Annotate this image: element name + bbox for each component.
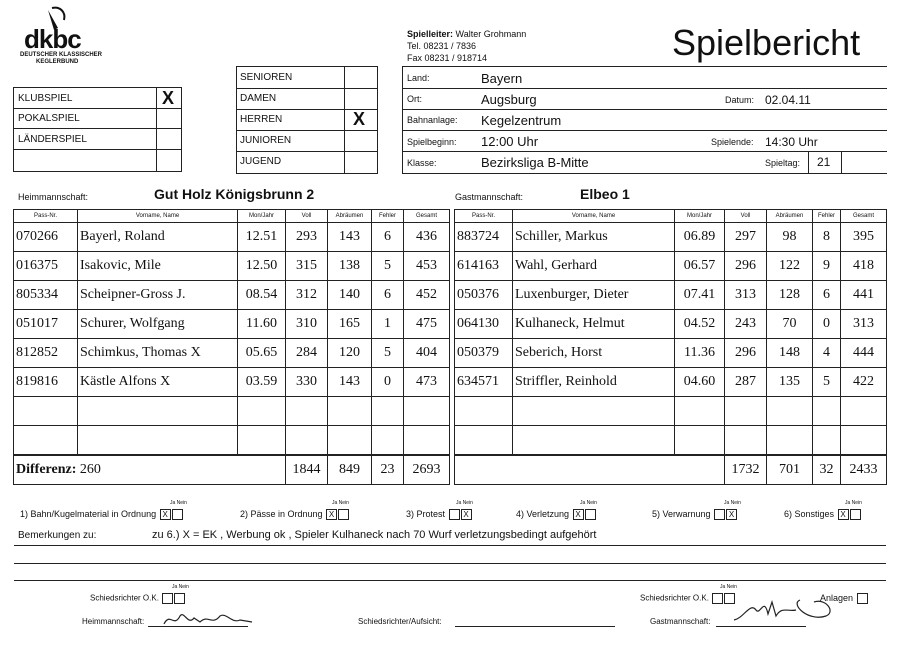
fehler: 9	[813, 252, 841, 281]
birth-date: 03.59	[238, 368, 286, 397]
schiri-ok-label: Schiedsrichter O.K.	[640, 593, 709, 603]
voll: 293	[286, 223, 328, 252]
col-header: Vorname, Name	[513, 210, 675, 223]
ort-label: Ort:	[407, 94, 422, 104]
voll: 296	[725, 252, 767, 281]
table-row	[14, 223, 450, 252]
check-ja-box[interactable]	[712, 593, 723, 604]
check-nein-box[interactable]: X	[726, 509, 737, 520]
ja-nein-label: Ja Nein	[724, 500, 741, 506]
remarks-line	[14, 580, 886, 581]
check-ja-box[interactable]: X	[838, 509, 849, 520]
home-header-row	[14, 210, 450, 223]
fehler: 1	[372, 310, 404, 339]
player-name: Wahl, Gerhard	[513, 252, 675, 281]
fehler: 8	[813, 223, 841, 252]
table-row	[455, 223, 887, 252]
pass-nr: 819816	[14, 368, 78, 397]
col-header: Pass-Nr.	[14, 210, 78, 223]
schiri-ok-label: Schiedsrichter O.K.	[90, 593, 159, 603]
land-value: Bayern	[481, 71, 523, 86]
spielende-value: 14:30 Uhr	[765, 135, 818, 149]
abraeumen: 143	[328, 368, 372, 397]
voll: 284	[286, 339, 328, 368]
voll: 296	[725, 339, 767, 368]
player-name: Kästle Alfons X	[78, 368, 238, 397]
match-type-box	[13, 87, 182, 172]
birth-date: 07.41	[675, 281, 725, 310]
check-nein-box[interactable]	[850, 509, 861, 520]
fehler: 6	[813, 281, 841, 310]
spieltag-value: 21	[817, 155, 831, 169]
player-name: Striffler, Reinhold	[513, 368, 675, 397]
table-row	[455, 339, 887, 368]
pass-nr: 812852	[14, 339, 78, 368]
table-row	[14, 339, 450, 368]
pass-nr: 050379	[455, 339, 513, 368]
voll: 315	[286, 252, 328, 281]
col-header: Vorname, Name	[78, 210, 238, 223]
check-nein-box[interactable]	[174, 593, 185, 604]
col-header: Fehler	[813, 210, 841, 223]
total-fehler: 23	[372, 455, 404, 485]
total-voll: 1844	[286, 455, 328, 485]
check-ja-box[interactable]: X	[573, 509, 584, 520]
signature-line	[455, 626, 615, 627]
player-name: Scheipner-Gross J.	[78, 281, 238, 310]
pass-nr: 050376	[455, 281, 513, 310]
table-row	[455, 252, 887, 281]
spielende-label: Spielende:	[711, 137, 754, 147]
birth-date: 06.57	[675, 252, 725, 281]
voll: 310	[286, 310, 328, 339]
abraeumen: 135	[767, 368, 813, 397]
check-paesse	[240, 509, 349, 520]
check-ja-box[interactable]: X	[160, 509, 171, 520]
abraeumen: 120	[328, 339, 372, 368]
table-row	[455, 368, 887, 397]
voll: 287	[725, 368, 767, 397]
ja-nein-label: Ja Nein	[580, 500, 597, 506]
datum-label: Datum:	[725, 95, 755, 105]
ja-nein-label: Ja Nein	[720, 584, 737, 590]
fehler: 6	[372, 223, 404, 252]
remarks-line	[14, 563, 886, 564]
birth-date: 05.65	[238, 339, 286, 368]
fehler: 5	[372, 339, 404, 368]
category-damen: DAMEN	[240, 93, 277, 104]
match-type-laenderspiel: LÄNDERSPIEL	[18, 134, 87, 145]
check-nein-box[interactable]: X	[461, 509, 472, 520]
table-row	[14, 368, 450, 397]
anlagen-box[interactable]	[857, 593, 868, 604]
gesamt: 313	[841, 310, 887, 339]
col-header: Abräumen	[328, 210, 372, 223]
total-abraeumen: 701	[767, 455, 813, 485]
player-name: Seberich, Horst	[513, 339, 675, 368]
abraeumen: 143	[328, 223, 372, 252]
pass-nr: 634571	[455, 368, 513, 397]
logo	[18, 4, 108, 64]
total-abraeumen: 849	[328, 455, 372, 485]
organizer-fax: Fax 08231 / 918714	[407, 53, 488, 63]
category-herren-mark: X	[353, 109, 366, 129]
heim-sign-label: Heimmannschaft:	[82, 617, 145, 626]
abraeumen: 148	[767, 339, 813, 368]
empty-row	[14, 426, 450, 456]
bahnanlage-label: Bahnanlage:	[407, 115, 458, 125]
abraeumen: 138	[328, 252, 372, 281]
guest-team: Elbeo 1	[580, 186, 630, 202]
pass-nr: 070266	[14, 223, 78, 252]
col-header: Gesamt	[841, 210, 887, 223]
match-type-klubspiel: KLUBSPIEL	[18, 93, 73, 104]
check-nein-box[interactable]	[172, 509, 183, 520]
guest-header-row	[455, 210, 887, 223]
remarks-line	[14, 545, 886, 546]
schiri-aufsicht-label: Schiedsrichter/Aufsicht:	[358, 617, 442, 626]
guest-label: Gastmannschaft:	[455, 192, 524, 202]
anlagen-label: Anlagen	[820, 593, 854, 603]
klasse-value: Bezirksliga B-Mitte	[481, 155, 589, 170]
check-label: 2) Pässe in Ordnung	[240, 509, 323, 519]
abraeumen: 128	[767, 281, 813, 310]
gast-sign-label: Gastmannschaft:	[650, 617, 711, 626]
check-sonstiges	[784, 509, 861, 520]
info-box	[402, 66, 887, 174]
player-name: Schurer, Wolfgang	[78, 310, 238, 339]
check-verwarnung	[652, 509, 737, 520]
col-header: Pass-Nr.	[455, 210, 513, 223]
empty-row	[455, 397, 887, 426]
fehler: 4	[813, 339, 841, 368]
gesamt: 444	[841, 339, 887, 368]
check-ja-box[interactable]	[162, 593, 173, 604]
ja-nein-label: Ja Nein	[172, 584, 189, 590]
check-label: 1) Bahn/Kugelmaterial in Ordnung	[20, 509, 157, 519]
fehler: 5	[813, 368, 841, 397]
schiri-ok-guest	[640, 593, 735, 604]
category-box	[236, 66, 378, 174]
birth-date: 06.89	[675, 223, 725, 252]
total-voll: 1732	[725, 455, 767, 485]
organizer-leiter-label: Spielleiter:	[407, 29, 454, 39]
col-header: Fehler	[372, 210, 404, 223]
col-header: Mon/Jahr	[238, 210, 286, 223]
abraeumen: 98	[767, 223, 813, 252]
voll: 243	[725, 310, 767, 339]
birth-date: 12.50	[238, 252, 286, 281]
pass-nr: 805334	[14, 281, 78, 310]
total-row	[455, 455, 887, 485]
abraeumen: 122	[767, 252, 813, 281]
schiri-ok-home	[90, 593, 185, 604]
home-signature-icon	[160, 604, 256, 630]
table-row	[14, 281, 450, 310]
pass-nr: 614163	[455, 252, 513, 281]
logo-line1: DEUTSCHER KLASSISCHER	[20, 52, 103, 58]
player-name: Schimkus, Thomas X	[78, 339, 238, 368]
gesamt: 473	[404, 368, 450, 397]
player-name: Kulhaneck, Helmut	[513, 310, 675, 339]
gesamt: 422	[841, 368, 887, 397]
gesamt: 475	[404, 310, 450, 339]
bahnanlage-value: Kegelzentrum	[481, 113, 562, 128]
gesamt: 453	[404, 252, 450, 281]
category-senioren: SENIOREN	[240, 72, 293, 83]
spielbeginn-label: Spielbeginn:	[407, 137, 457, 147]
home-team: Gut Holz Königsbrunn 2	[154, 186, 315, 202]
page-title: Spielbericht	[672, 22, 861, 63]
player-name: Schiller, Markus	[513, 223, 675, 252]
home-label: Heimmannschaft:	[18, 192, 89, 202]
organizer-block	[407, 28, 526, 64]
check-verletzung	[516, 509, 596, 520]
fehler: 0	[372, 368, 404, 397]
check-label: 3) Protest	[406, 509, 446, 519]
total-fehler: 32	[813, 455, 841, 485]
birth-date: 08.54	[238, 281, 286, 310]
player-name: Luxenburger, Dieter	[513, 281, 675, 310]
fehler: 6	[372, 281, 404, 310]
match-type-klubspiel-mark: X	[162, 88, 175, 108]
gesamt: 404	[404, 339, 450, 368]
land-label: Land:	[407, 73, 430, 83]
gesamt: 418	[841, 252, 887, 281]
klasse-label: Klasse:	[407, 158, 437, 168]
player-name: Bayerl, Roland	[78, 223, 238, 252]
gesamt: 395	[841, 223, 887, 252]
differenz-label: Differenz:	[16, 462, 77, 477]
table-row	[455, 281, 887, 310]
check-nein-box[interactable]	[585, 509, 596, 520]
check-nein-box[interactable]	[338, 509, 349, 520]
organizer-leiter: Walter Grohmann	[455, 29, 527, 39]
fehler: 5	[372, 252, 404, 281]
birth-date: 04.52	[675, 310, 725, 339]
gesamt: 441	[841, 281, 887, 310]
pass-nr: 064130	[455, 310, 513, 339]
col-header: Voll	[286, 210, 328, 223]
ja-nein-label: Ja Nein	[456, 500, 473, 506]
ja-nein-label: Ja Nein	[170, 500, 187, 506]
gesamt: 436	[404, 223, 450, 252]
col-header: Gesamt	[404, 210, 450, 223]
table-row	[14, 310, 450, 339]
col-header: Mon/Jahr	[675, 210, 725, 223]
empty-row	[455, 426, 887, 456]
guest-signature-icon	[730, 592, 840, 628]
birth-date: 12.51	[238, 223, 286, 252]
col-header: Abräumen	[767, 210, 813, 223]
remarks-text[interactable]: zu 6.) X = EK , Werbung ok , Spieler Kulhaneck nach 70 Wurf verletzungsbedingt aufgehört	[152, 529, 597, 541]
voll: 297	[725, 223, 767, 252]
pass-nr: 051017	[14, 310, 78, 339]
table-row	[14, 252, 450, 281]
player-name: Isakovic, Mile	[78, 252, 238, 281]
total-gesamt: 2433	[841, 455, 887, 485]
col-header: Voll	[725, 210, 767, 223]
voll: 330	[286, 368, 328, 397]
pass-nr: 883724	[455, 223, 513, 252]
gesamt: 452	[404, 281, 450, 310]
category-jugend: JUGEND	[240, 156, 282, 167]
table-row	[455, 310, 887, 339]
spieltag-label: Spieltag:	[765, 158, 801, 168]
category-herren: HERREN	[240, 114, 283, 125]
birth-date: 11.36	[675, 339, 725, 368]
empty-row	[14, 397, 450, 426]
total-gesamt: 2693	[404, 455, 450, 485]
total-row	[14, 455, 450, 485]
birth-date: 11.60	[238, 310, 286, 339]
fehler: 0	[813, 310, 841, 339]
category-junioren: JUNIOREN	[240, 135, 292, 146]
remarks-label: Bemerkungen zu:	[18, 530, 97, 541]
birth-date: 04.60	[675, 368, 725, 397]
ja-nein-label: Ja Nein	[845, 500, 862, 506]
organizer-tel: Tel. 08231 / 7836	[407, 41, 477, 51]
abraeumen: 140	[328, 281, 372, 310]
voll: 313	[725, 281, 767, 310]
voll: 312	[286, 281, 328, 310]
abraeumen: 165	[328, 310, 372, 339]
check-ja-box[interactable]: X	[326, 509, 337, 520]
ja-nein-label: Ja Nein	[332, 500, 349, 506]
check-bahn	[20, 509, 183, 520]
home-results-table	[13, 209, 450, 485]
logo-line2: KEGLERBUND	[36, 59, 79, 65]
check-ja-box[interactable]	[714, 509, 725, 520]
check-ja-box[interactable]	[449, 509, 460, 520]
logo-letters: dkbc	[24, 24, 81, 54]
differenz-value: 260	[79, 462, 101, 477]
spielbeginn-value: 12:00 Uhr	[481, 134, 539, 149]
guest-results-table	[454, 209, 887, 485]
check-label: 4) Verletzung	[516, 509, 570, 519]
check-label: 6) Sonstiges	[784, 509, 835, 519]
datum-value: 02.04.11	[765, 93, 811, 107]
ort-value: Augsburg	[481, 92, 537, 107]
check-label: 5) Verwarnung	[652, 509, 711, 519]
check-protest	[406, 509, 472, 520]
match-type-pokalspiel: POKALSPIEL	[18, 113, 80, 124]
pass-nr: 016375	[14, 252, 78, 281]
abraeumen: 70	[767, 310, 813, 339]
